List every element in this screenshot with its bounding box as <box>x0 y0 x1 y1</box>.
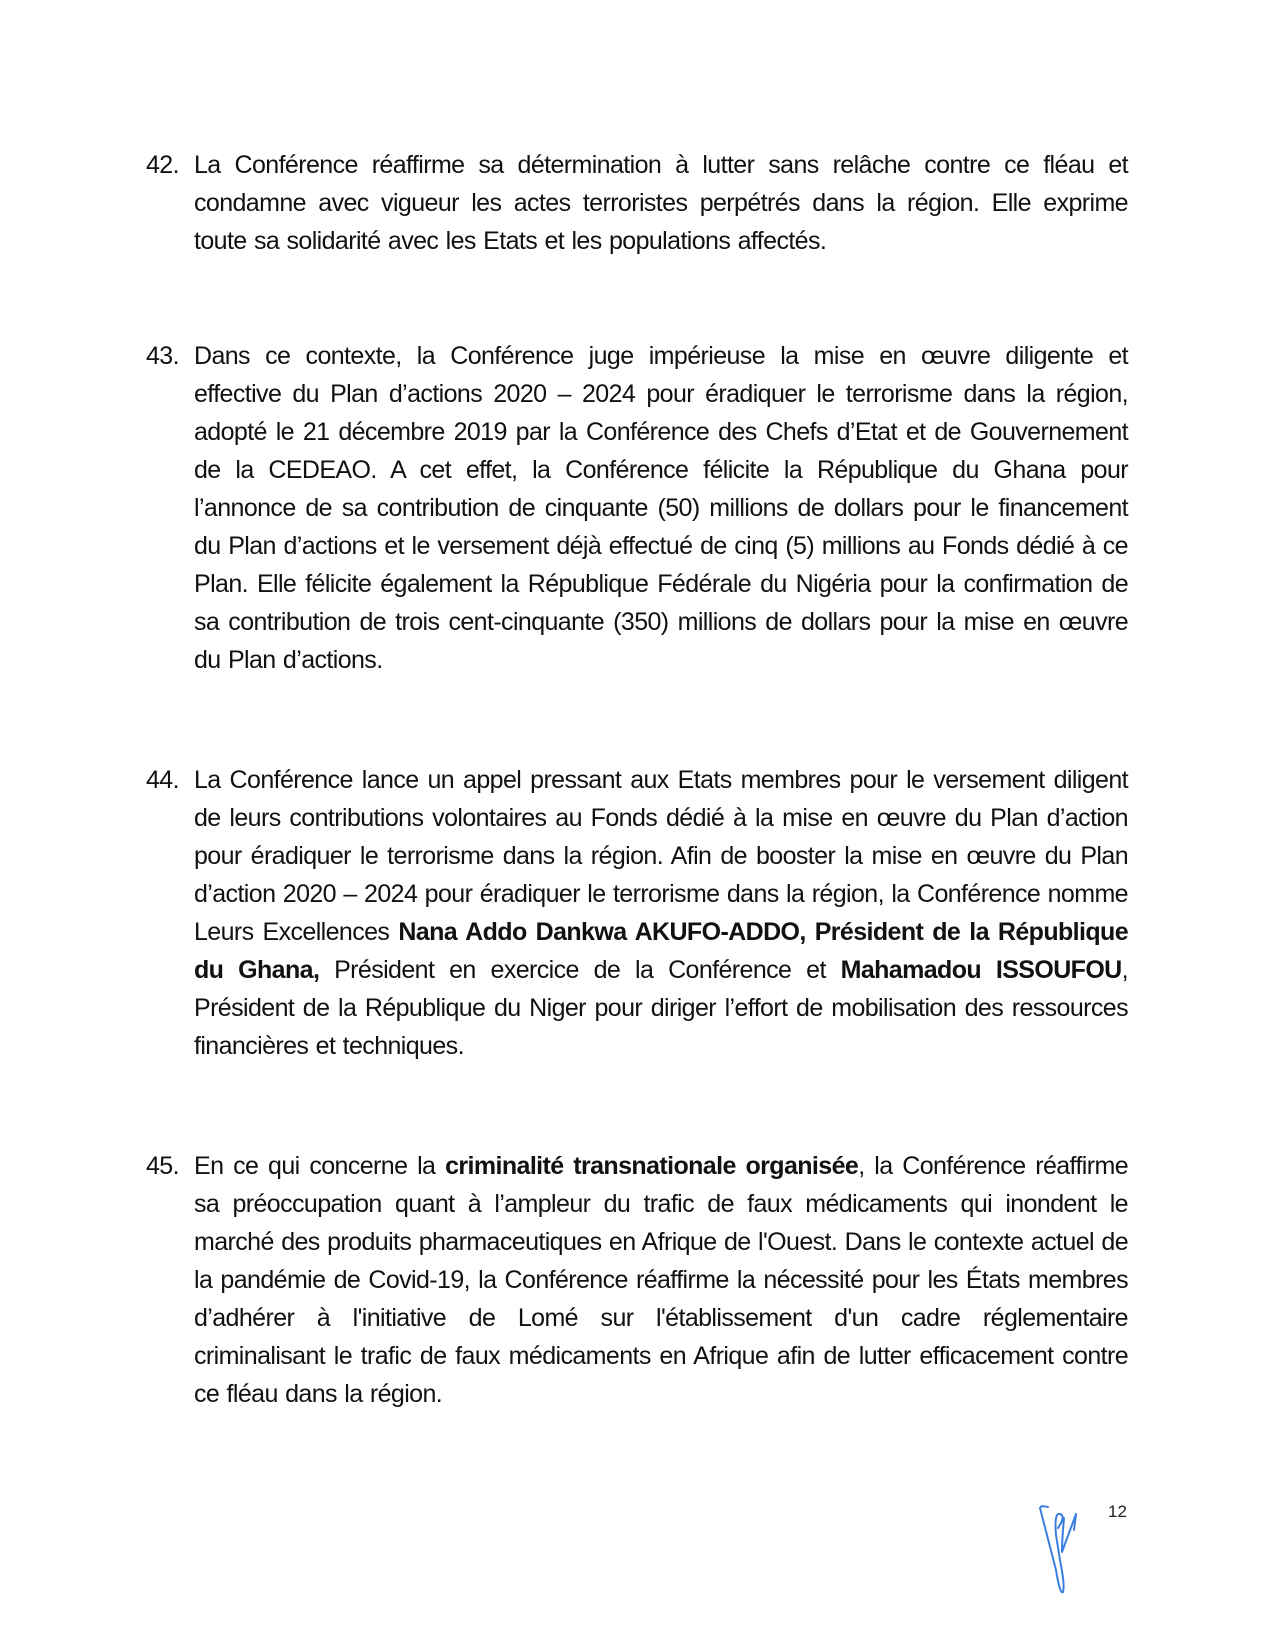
paragraph-body <box>194 761 1128 1065</box>
paragraph-45 <box>146 1147 1128 1413</box>
paragraph-text: La Conférence lance un appel pressant aux Etats membres pour le versement diligent de leurs contributions volontaires au Fonds dédié à la mise en œuvre du Plan d’action pour éradiquer le terrorisme dans la région. Afin de booster la mise en œuvre du Plan d’action 2020 – 2024 pour éradiquer le terrorisme dans la région, la Conférence nomme Leurs Excellences <box>194 766 1128 946</box>
paragraph-text: Dans ce contexte, la Conférence juge impérieuse la mise en œuvre diligente et effective du Plan d’actions 2020 – 2024 pour éradiquer le terrorisme dans la région, adopté le 21 décembre 2019 par la Conférence des Chefs d’Etat et de Gouvernement de la CEDEAO. A cet effet, la Conférence félicite la République du Ghana pour l’annonce de sa contribution de cinquante (50) millions de dollars pour le financement du Plan d’actions et le versement déjà effectué de cinq (5) millions au Fonds dédié à ce Plan. Elle félicite également la République Fédérale du Nigéria pour la confirmation de sa contribution de trois cent-cinquante (350) millions de dollars pour la mise en œuvre du Plan d’actions. <box>194 342 1128 674</box>
paragraph-44 <box>146 761 1128 1065</box>
paragraph-text: En ce qui concerne la <box>194 1152 446 1180</box>
paragraph-body <box>194 337 1128 679</box>
paragraph-42 <box>146 146 1128 260</box>
signature-icon <box>1036 1500 1086 1600</box>
paragraph-text: , la Conférence réaffirme sa préoccupation quant à l’ampleur du trafic de faux médicaments qui inondent le marché des produits pharmaceutiques en Afrique de l'Ouest. Dans le contexte actuel de la pandémie de Covid-19, la Conférence réaffirme la nécessité pour les États membres d’adhérer à l'initiative de Lomé sur l'établissement d'un cadre réglementaire criminalisant le trafic de faux médicaments en Afrique afin de lutter efficacement contre ce fléau dans la région. <box>194 1152 1129 1408</box>
paragraph-text: , Président de la République du Niger pour diriger l’effort de mobilisation des ressources financières et techniques. <box>194 956 1128 1060</box>
bold-name-akufo-addo: Nana Addo Dankwa AKUFO-ADDO, Président de la République du Ghana, <box>194 918 1128 984</box>
paragraph-text: Président en exercice de la Conférence et <box>319 956 841 984</box>
paragraph-text: La Conférence réaffirme sa détermination à lutter sans relâche contre ce fléau et condamne avec vigueur les actes terroristes perpétrés dans la région. Elle exprime toute sa solidarité avec les Etats et les populations affectés. <box>194 151 1128 255</box>
paragraph-number: 45. <box>146 1152 179 1180</box>
paragraph-body <box>194 146 1128 260</box>
paragraph-body <box>194 1147 1128 1413</box>
paragraph-number: 44. <box>146 766 179 794</box>
page-number: 12 <box>1108 1502 1127 1521</box>
paragraph-43 <box>146 337 1128 679</box>
bold-name-issoufou: Mahamadou ISSOUFOU <box>840 956 1122 984</box>
paragraph-number: 42. <box>146 151 179 179</box>
bold-term-criminalite: criminalité transnationale organisée <box>445 1152 859 1180</box>
paragraph-number: 43. <box>146 342 179 370</box>
